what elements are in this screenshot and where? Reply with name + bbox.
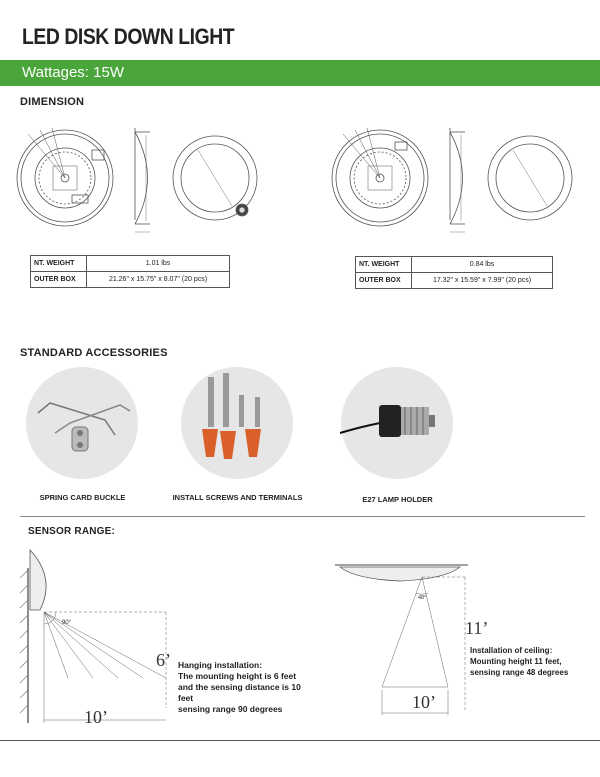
spring-clip-icon <box>20 365 145 485</box>
wattage-bar <box>0 60 600 86</box>
ceiling-height-label: 11’ <box>465 618 489 638</box>
spec-key: NT. WEIGHT <box>356 257 412 273</box>
note-line: Mounting height 11 feet, <box>470 657 562 666</box>
accessories-heading: STANDARD ACCESSORIES <box>20 347 168 359</box>
wattage-label: Wattages: <box>22 64 89 81</box>
accessory-label: SPRING CARD BUCKLE <box>39 493 126 502</box>
front-view-drawing-left <box>173 136 257 220</box>
sensor-heading: SENSOR RANGE: <box>28 526 116 537</box>
table-row <box>31 256 230 272</box>
note-line: sensing range 48 degrees <box>470 668 569 677</box>
spec-key: NT. WEIGHT <box>31 256 87 272</box>
note-line: feet <box>178 693 194 703</box>
spec-table-right <box>355 256 553 289</box>
spec-value: 0.84 lbs <box>412 257 553 273</box>
wall-distance-label: 10’ <box>84 707 108 727</box>
screws-terminals-icon <box>175 365 300 485</box>
page-title: LED DISK DOWN LIGHT <box>22 24 235 49</box>
dimension-drawing-left <box>10 120 260 250</box>
wall-sensor-diagram <box>18 548 188 733</box>
side-view-drawing-left <box>135 128 150 232</box>
front-view-drawing-right <box>488 136 572 220</box>
lamp-holder-icon <box>335 365 460 485</box>
ceiling-installation-note <box>470 645 568 678</box>
spec-key: OUTER BOX <box>31 272 87 288</box>
note-line: Installation of ceiling: <box>470 646 553 655</box>
top-view-drawing-right <box>332 128 428 226</box>
ceiling-distance-label: 10’ <box>412 692 436 712</box>
spec-value: 1.01 lbs <box>87 256 230 272</box>
note-line: sensing range 90 degrees <box>178 704 283 714</box>
section-divider <box>20 516 585 517</box>
side-view-drawing-right <box>450 128 465 232</box>
spec-value: 17.32" x 15.59" x 7.99" (20 pcs) <box>412 273 553 289</box>
wall-height-label: 6’ <box>156 650 171 670</box>
note-line: Hanging installation: <box>178 660 263 670</box>
accessory-label: INSTALL SCREWS AND TERMINALS <box>172 493 303 502</box>
spec-value: 21.26" x 15.75" x 8.07" (20 pcs) <box>87 272 230 288</box>
ceiling-angle-label: 48° <box>418 595 427 601</box>
footer-divider <box>0 740 600 741</box>
top-view-drawing-left <box>17 128 113 226</box>
ceiling-sensor-diagram <box>330 555 475 720</box>
dimension-heading: DIMENSION <box>20 96 85 108</box>
dimension-drawing-right <box>325 120 585 250</box>
spec-key: OUTER BOX <box>356 273 412 289</box>
accessory-label: E27 LAMP HOLDER <box>362 495 433 504</box>
wall-installation-note <box>178 660 301 715</box>
wall-angle-label: 90° <box>62 620 72 626</box>
table-row <box>356 273 553 289</box>
note-line: The mounting height is 6 feet <box>178 671 297 681</box>
spec-table-left <box>30 255 230 288</box>
table-row <box>31 272 230 288</box>
note-line: and the sensing distance is 10 <box>178 682 301 692</box>
table-row <box>356 257 553 273</box>
wattage-value: 15W <box>93 64 124 81</box>
